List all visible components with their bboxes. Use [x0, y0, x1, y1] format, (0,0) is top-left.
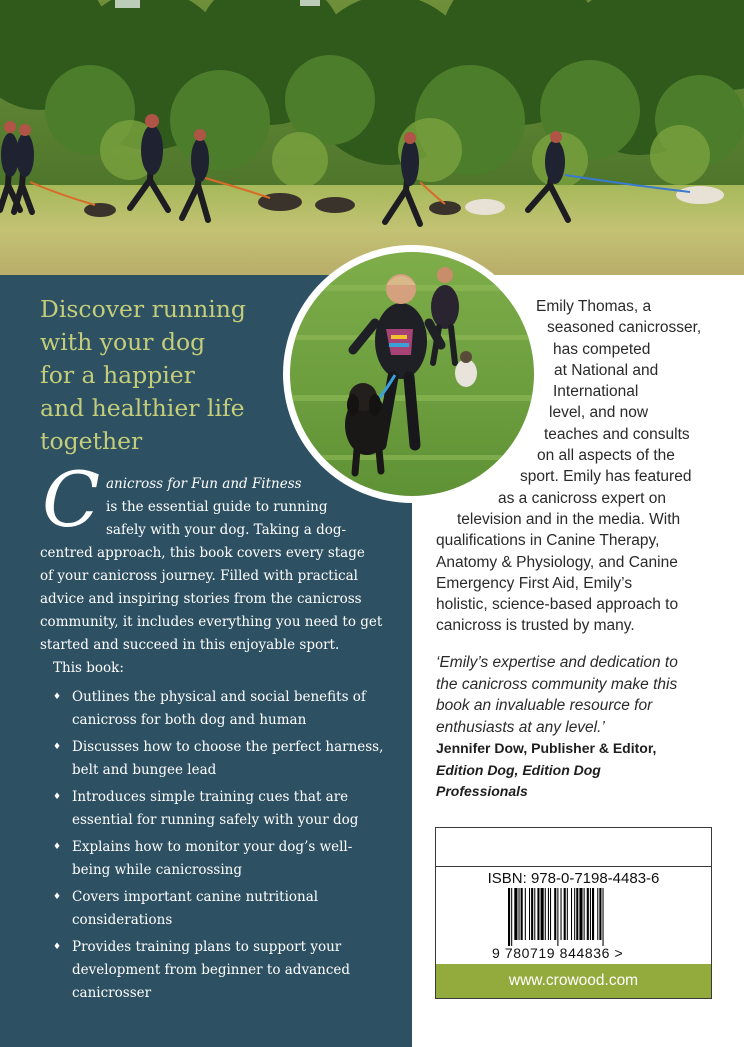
list-item-line: canicrosser — [72, 985, 152, 1001]
bio-line: has competed — [553, 340, 651, 358]
diamond-bullet-icon: ♦ — [53, 792, 62, 802]
quote-line: enthusiasts at any level.’ — [436, 718, 605, 736]
book-title: anicross for Fun and Fitness — [106, 476, 302, 492]
barcode-bar — [529, 888, 530, 940]
barcode-bar — [508, 888, 510, 946]
quote-attribution — [436, 738, 736, 803]
bio-line: as a canicross expert on — [498, 489, 667, 507]
bio-line: seasoned canicrosser, — [547, 319, 702, 337]
bio-line: level, and now — [549, 404, 649, 422]
bio-line: teaches and consults — [544, 425, 690, 443]
bio-line: sport. Emily has featured — [520, 468, 692, 486]
barcode-bar — [557, 888, 558, 946]
headline-line: for a happier — [40, 361, 195, 389]
endorsement-quote — [436, 652, 736, 738]
headline — [40, 293, 290, 458]
diamond-bullet-icon: ♦ — [53, 942, 62, 952]
list-item — [53, 886, 383, 932]
intro-line: started and succeed in this enjoyable sport. — [40, 637, 340, 653]
divider — [436, 866, 711, 867]
intro-line: centred approach, this book covers every stage — [40, 545, 365, 561]
intro-line: is the essential guide to running — [106, 499, 328, 515]
intro-paragraph — [40, 473, 385, 657]
list-item — [53, 786, 383, 832]
quote-line: book an invaluable resource for — [436, 697, 653, 714]
barcode-bar — [584, 888, 585, 940]
bio-line: qualifications in Canine Therapy, — [436, 532, 660, 550]
barcode-bar — [534, 888, 535, 940]
bio-line: Anatomy & Physiology, and Canine — [436, 553, 678, 571]
this-book-label: This book: — [53, 660, 124, 676]
barcode-bar — [571, 888, 572, 940]
barcode-bar — [519, 888, 520, 940]
attribution-line: Edition Dog, Edition Dog — [436, 761, 601, 778]
list-item — [53, 736, 383, 782]
diamond-bullet-icon: ♦ — [53, 742, 62, 752]
list-item — [53, 686, 383, 732]
barcode-bar — [537, 888, 539, 940]
barcode-bar — [521, 888, 523, 940]
headline-line: Discover running — [40, 295, 246, 323]
barcode-bar — [531, 888, 533, 940]
barcode-bar — [574, 888, 575, 940]
runners-field-photo — [0, 0, 744, 275]
barcode-bar — [561, 888, 562, 940]
diamond-bullet-icon: ♦ — [53, 842, 62, 852]
bio-line: television and in the media. With — [457, 510, 681, 528]
list-item-line: Discusses how to choose the perfect harness, — [72, 739, 384, 755]
barcode-digits: 9 780719 844836 > — [492, 945, 624, 961]
barcode-bar — [592, 888, 594, 940]
bio-line: at National and — [554, 361, 659, 379]
intro-line: of your canicross journey. Filled with practical — [40, 568, 358, 584]
barcode-bar — [579, 888, 582, 940]
barcode-bar — [548, 888, 549, 940]
barcode-bar — [514, 888, 517, 940]
barcode-bar — [550, 888, 551, 940]
barcode-bar — [603, 888, 604, 946]
quote-line: ‘Emily’s expertise and dedication to — [436, 654, 678, 671]
list-item-line: development from beginner to advanced — [72, 962, 351, 978]
headline-line: and healthier life — [40, 394, 245, 422]
isbn-label: ISBN: 978-0-7198-4483-6 — [487, 870, 660, 887]
list-item-line: essential for running safely with your dog — [72, 812, 359, 828]
intro-line: safely with your dog. Taking a dog- — [106, 522, 347, 538]
bio-line: canicross is trusted by many. — [436, 617, 635, 635]
list-item-line: Introduces simple training cues that are — [72, 789, 349, 805]
barcode-bar — [541, 888, 544, 940]
diamond-bullet-icon: ♦ — [53, 892, 62, 902]
bio-line: on all aspects of the — [537, 447, 675, 465]
quote-line: the canicross community make this — [436, 675, 678, 693]
list-item-line: Outlines the physical and social benefits of — [72, 689, 366, 705]
bio-line: Emergency First Aid, Emily’s — [436, 574, 633, 592]
barcode-bar — [576, 888, 578, 940]
attribution-line: Professionals — [436, 783, 528, 799]
bio-line: holistic, science-based approach to — [436, 596, 679, 614]
drop-cap: C — [42, 455, 101, 544]
list-item-line: belt and bungee lead — [72, 762, 217, 778]
barcode-bar — [597, 888, 598, 940]
list-item-line: Provides training plans to support your — [72, 939, 342, 955]
barcode-bar — [590, 888, 591, 940]
barcode-image — [508, 888, 642, 946]
list-item-line: canicross for both dog and human — [72, 712, 307, 728]
list-item-line: being while canicrossing — [72, 862, 243, 878]
list-item — [53, 836, 383, 882]
bio-line: Emily Thomas, a — [536, 298, 652, 315]
headline-line: with your dog — [40, 328, 206, 356]
headline-line: together — [40, 427, 143, 455]
barcode-bar — [564, 888, 566, 940]
barcode-bar — [587, 888, 589, 940]
barcode-bar — [545, 888, 546, 940]
attribution-line: Jennifer Dow, Publisher & Editor, — [436, 740, 657, 756]
bio-line: International — [553, 383, 639, 401]
barcode-bar — [511, 888, 512, 946]
feature-list — [53, 686, 383, 1009]
barcode-box — [435, 827, 712, 999]
publisher-website: www.crowood.com — [436, 964, 711, 998]
intro-line: advice and inspiring stories from the canicross — [40, 591, 362, 607]
list-item-line: Covers important canine nutritional — [72, 889, 319, 905]
list-item — [53, 936, 383, 1005]
intro-line: community, it includes everything you need to get — [40, 614, 383, 630]
barcode-bar — [567, 888, 568, 940]
barcode-bar — [525, 888, 526, 940]
list-item-line: Explains how to monitor your dog’s well- — [72, 839, 353, 855]
author-bio — [436, 296, 736, 637]
barcode-bar — [554, 888, 556, 940]
barcode-bar — [599, 888, 601, 940]
list-item-line: considerations — [72, 912, 173, 928]
diamond-bullet-icon: ♦ — [53, 692, 62, 702]
